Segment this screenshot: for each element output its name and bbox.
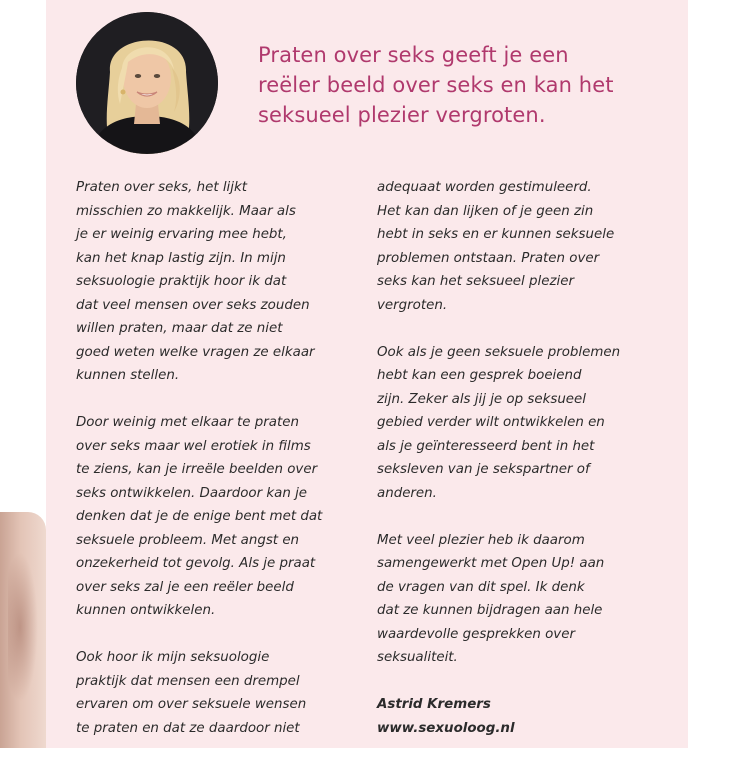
text-line: als je geïnteresseerd bent in het bbox=[377, 438, 595, 454]
quote-line: Praten over seks geeft je een bbox=[258, 43, 569, 67]
text-line: willen praten, maar dat ze niet bbox=[76, 321, 283, 336]
text-line: seksleven van je sekspartner of bbox=[377, 462, 590, 477]
text-line: zijn. Zeker als jij je op seksueel bbox=[377, 391, 587, 407]
text-line: Met veel plezier heb ik daarom bbox=[377, 532, 585, 548]
text-line: seksualiteit. bbox=[377, 650, 458, 665]
paragraph bbox=[377, 529, 667, 670]
text-line: hebt kan een gesprek boeiend bbox=[377, 368, 582, 383]
text-line: adequaat worden gestimuleerd. bbox=[377, 180, 592, 195]
paragraph bbox=[76, 646, 356, 740]
text-line: Ook hoor ik mijn seksuologie bbox=[76, 650, 270, 665]
paragraph bbox=[76, 411, 356, 623]
paragraph bbox=[76, 176, 356, 388]
text-line: de vragen van dit spel. Ik denk bbox=[377, 579, 585, 595]
text-line: Door weinig met elkaar te praten bbox=[76, 415, 299, 430]
text-line: dat veel mensen over seks zouden bbox=[76, 297, 310, 313]
text-line: over seks zal je een reëler beeld bbox=[76, 579, 294, 595]
text-line: praktijk dat mensen een drempel bbox=[76, 673, 300, 689]
text-line: kan het knap lastig zijn. In mijn bbox=[76, 250, 286, 266]
text-line: hebt in seks en er kunnen seksuele bbox=[377, 227, 615, 242]
text-line: anderen. bbox=[377, 485, 437, 501]
text-line: Het kan dan lijken of je geen zin bbox=[377, 203, 594, 219]
text-line: je er weinig ervaring mee hebt, bbox=[76, 227, 287, 242]
quote-line: seksueel plezier vergroten. bbox=[258, 103, 546, 127]
text-line: denken dat je de enige bent met dat bbox=[76, 509, 323, 524]
text-line: vergroten. bbox=[377, 297, 448, 313]
text-line: te praten en dat ze daardoor niet bbox=[76, 720, 300, 736]
text-line: kunnen stellen. bbox=[76, 368, 180, 383]
text-line: over seks maar wel erotiek in films bbox=[76, 438, 311, 454]
signature bbox=[377, 693, 667, 740]
text-line: gebied verder wilt ontwikkelen en bbox=[377, 415, 605, 430]
author-website: www.sexuoloog.nl bbox=[377, 720, 515, 736]
pull-quote bbox=[258, 40, 658, 130]
text-line: goed weten welke vragen ze elkaar bbox=[76, 344, 315, 360]
text-line: onzekerheid tot gevolg. Als je praat bbox=[76, 556, 316, 571]
quote-line: reëler beeld over seks en kan het bbox=[258, 73, 614, 97]
text-line: misschien zo makkelijk. Maar als bbox=[76, 203, 296, 219]
side-photo-fragment bbox=[0, 512, 46, 748]
text-line: Praten over seks, het lijkt bbox=[76, 180, 247, 195]
text-line: te ziens, kan je irreële beelden over bbox=[76, 462, 318, 477]
paragraph bbox=[377, 341, 667, 506]
text-line: seksuele probleem. Met angst en bbox=[76, 532, 300, 548]
author-name: Astrid Kremers bbox=[377, 697, 491, 712]
paragraph bbox=[377, 176, 667, 317]
author-portrait bbox=[76, 12, 218, 154]
text-line: seks kan het seksueel plezier bbox=[377, 274, 574, 289]
text-line: ervaren om over seksuele wensen bbox=[76, 697, 307, 712]
portrait-illustration bbox=[76, 12, 218, 154]
text-line: seks ontwikkelen. Daardoor kan je bbox=[76, 485, 308, 501]
text-line: seksuologie praktijk hoor ik dat bbox=[76, 274, 287, 289]
text-line: samengewerkt met Open Up! aan bbox=[377, 556, 605, 571]
text-line: kunnen ontwikkelen. bbox=[76, 603, 216, 618]
text-line: dat ze kunnen bijdragen aan hele bbox=[377, 603, 603, 618]
text-line: problemen ontstaan. Praten over bbox=[377, 250, 600, 266]
text-line: Ook als je geen seksuele problemen bbox=[377, 344, 621, 360]
left-text-column bbox=[76, 176, 356, 764]
right-text-column bbox=[377, 176, 667, 764]
text-line: waardevolle gesprekken over bbox=[377, 626, 575, 642]
